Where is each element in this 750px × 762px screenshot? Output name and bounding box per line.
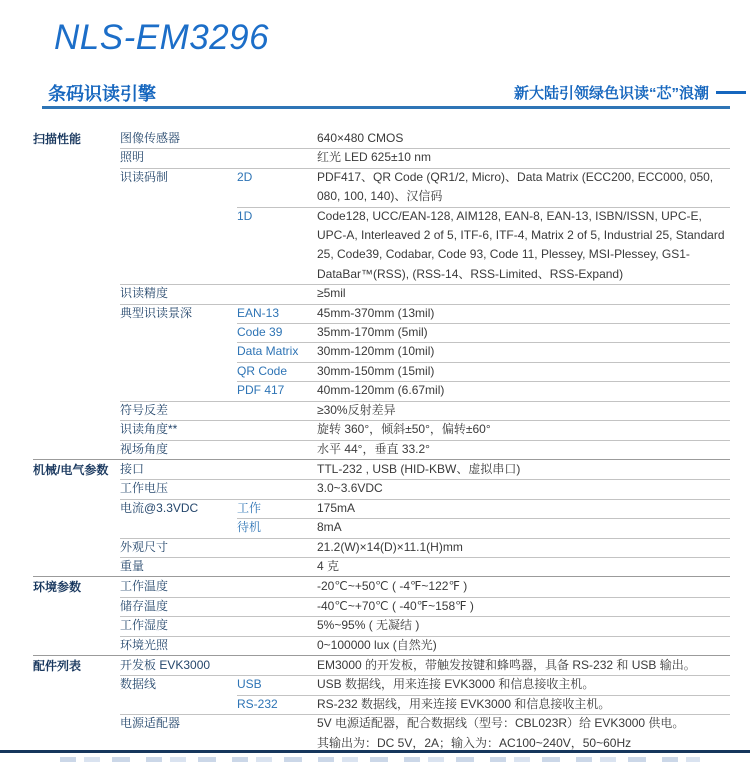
row-attribute-label: 照明	[120, 150, 145, 165]
row-attribute-label: 数据线	[120, 677, 157, 692]
row-attribute-label: 储存温度	[120, 598, 169, 613]
table-row	[33, 538, 730, 557]
table-row	[33, 129, 730, 148]
table-row	[33, 420, 730, 439]
row-value: 8mA	[317, 520, 342, 535]
section-title: 机械/电气参数	[33, 462, 109, 477]
row-attribute-label: 符号反差	[120, 402, 169, 417]
page-title: NLS-EM3296	[54, 18, 270, 57]
row-value: 水平 44°，垂直 33.2°	[317, 441, 430, 456]
table-row	[33, 284, 730, 303]
row-attribute-label: 重量	[120, 558, 145, 573]
table-row	[33, 168, 730, 207]
row-attribute-label: 开发板 EVK3000	[120, 657, 211, 672]
table-row	[33, 675, 730, 694]
header-divider	[42, 106, 730, 109]
row-attribute-label: 电源适配器	[120, 716, 181, 731]
row-value: 3.0~3.6VDC	[317, 481, 383, 496]
row-attribute-label: 外观尺寸	[120, 539, 169, 554]
row-sub-label: EAN-13	[237, 305, 280, 320]
row-value: -40℃~+70℃ ( -40℉~158℉ )	[317, 598, 474, 613]
row-sub-label: Code 39	[237, 325, 283, 340]
spec-section	[33, 459, 730, 576]
table-row	[33, 401, 730, 420]
row-value: 5%~95% ( 无凝结 )	[317, 618, 420, 633]
table-row	[33, 479, 730, 498]
row-sub-label: 1D	[237, 208, 253, 223]
table-row	[33, 440, 730, 459]
slogan-text: 新大陆引领绿色识读“芯”浪潮	[513, 85, 709, 102]
row-value: PDF417、QR Code (QR1/2, Micro)、Data Matrix (ECC200, ECC000, 050, 080, 100, 140)、汉信码	[317, 169, 714, 204]
row-sub-label: PDF 417	[237, 383, 285, 398]
product-type-label: 条码识读引擎	[48, 84, 156, 104]
row-attribute-label: 工作电压	[120, 481, 169, 496]
table-row	[33, 656, 730, 675]
row-attribute-label: 电流@3.3VDC	[120, 500, 199, 515]
row-value: 30mm-150mm (15mil)	[317, 363, 435, 378]
row-value: ≥5mil	[317, 286, 346, 301]
slogan-dash-line	[716, 91, 746, 94]
row-value: TTL-232 , USB (HID-KBW、虚拟串口)	[317, 461, 521, 476]
row-attribute-label: 工作湿度	[120, 618, 169, 633]
table-row	[33, 207, 730, 285]
row-sub-label: 待机	[237, 520, 262, 535]
row-value: 45mm-370mm (13mil)	[317, 305, 435, 320]
row-attribute-label: 图像传感器	[120, 131, 181, 145]
row-sub-label: Data Matrix	[237, 344, 299, 359]
spec-section	[33, 129, 730, 459]
table-row	[33, 304, 730, 323]
section-title: 环境参数	[33, 580, 82, 595]
row-value-line2: 其输出为：DC 5V，2A；输入为：AC100~240V，50~60Hz	[317, 735, 632, 750]
row-value: 40mm-120mm (6.67mil)	[317, 383, 445, 398]
row-value: -20℃~+50℃ ( -4℉~122℉ )	[317, 579, 468, 594]
slogan	[514, 82, 746, 103]
row-sub-label: 2D	[237, 169, 253, 184]
row-attribute-label: 工作温度	[120, 579, 169, 594]
row-value: 21.2(W)×14(D)×11.1(H)mm	[317, 539, 463, 554]
row-value: 5V 电源适配器，配合数据线（型号：CBL023R）给 EVK3000 供电。	[317, 716, 685, 731]
table-row	[33, 597, 730, 616]
table-row	[33, 557, 730, 576]
row-attribute-label: 典型识读景深	[120, 305, 193, 320]
section-title: 配件列表	[33, 658, 82, 673]
table-row	[33, 342, 730, 361]
row-value: ≥30%反射差异	[317, 402, 396, 417]
table-row	[33, 323, 730, 342]
table-row	[33, 460, 730, 479]
table-row	[33, 577, 730, 596]
row-attribute-label: 识读精度	[120, 286, 169, 301]
table-row	[33, 695, 730, 714]
row-value: 0~100000 lux (自然光)	[317, 637, 437, 652]
row-attribute-label: 环境光照	[120, 637, 169, 652]
table-row	[33, 362, 730, 381]
row-attribute-label: 接口	[120, 461, 145, 476]
spec-table	[33, 129, 730, 753]
table-row	[33, 616, 730, 635]
row-value: Code128, UCC/EAN-128, AIM128, EAN-8, EAN-13, ISBN/ISSN, UPC-E, UPC-A, Interleaved 2 of 5, ITF-6, ITF-4, Matrix 2 of 5, Industrial 25, Standard 25, Code39, Codabar, Code 93, Code 11, Plessey, MSI-Plessey, GS1-DataBar™(RSS), (RSS-14、RSS-Limited、RSS-Expand)	[317, 208, 725, 281]
row-value: 30mm-120mm (10mil)	[317, 344, 435, 359]
row-value: 35mm-170mm (5mil)	[317, 325, 428, 340]
row-value: 4 克	[317, 558, 340, 573]
row-value: 640×480 CMOS	[317, 131, 404, 145]
table-row	[33, 518, 730, 537]
row-sub-label: 工作	[237, 500, 262, 515]
row-value: RS-232 数据线，用来连接 EVK3000 和信息接收主机。	[317, 696, 611, 711]
table-row	[33, 499, 730, 518]
table-row	[33, 148, 730, 167]
section-title: 扫描性能	[33, 132, 82, 146]
row-sub-label: RS-232	[237, 696, 278, 711]
row-sub-label: USB	[237, 677, 262, 692]
row-value: USB 数据线，用来连接 EVK3000 和信息接收主机。	[317, 677, 595, 692]
row-value: EM3000 的开发板，带触发按键和蜂鸣器，具备 RS-232 和 USB 输出。	[317, 657, 696, 672]
footer-divider	[0, 750, 750, 753]
table-row	[33, 636, 730, 655]
row-value: 旋转 360°，倾斜±50°，偏转±60°	[317, 422, 491, 437]
cut-off-footnote-text	[60, 757, 700, 762]
table-row	[33, 381, 730, 400]
spec-section	[33, 655, 730, 753]
spec-section	[33, 576, 730, 655]
row-sub-label: QR Code	[237, 363, 288, 378]
row-attribute-label: 视场角度	[120, 441, 169, 456]
row-attribute-label: 识读角度**	[120, 422, 178, 437]
row-value: 红光 LED 625±10 nm	[317, 150, 431, 165]
row-attribute-label: 识读码制	[120, 169, 169, 184]
row-value: 175mA	[317, 500, 356, 515]
table-row	[33, 714, 730, 753]
